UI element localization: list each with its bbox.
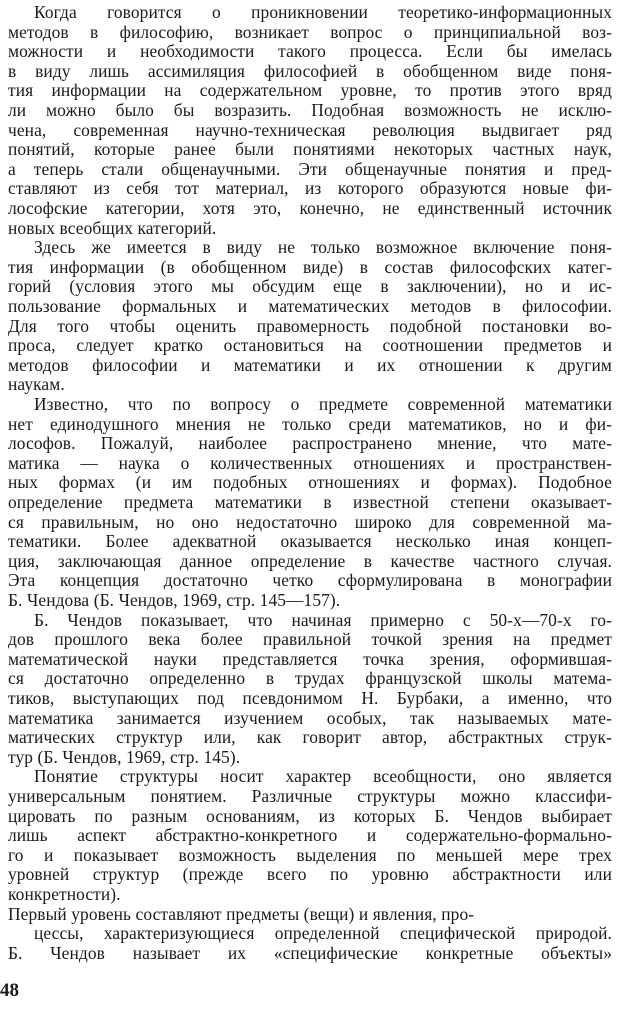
text-line: Б. Чендова (Б. Чендов, 1969, стр. 145—157). xyxy=(8,590,341,610)
text-line: го и показывает возможность выделения по меньшей мере трех xyxy=(8,844,612,865)
text-line: ставляют из себя тот материал, из которого образуются новые фи- xyxy=(8,178,612,199)
text-line: Когда говорится о проникновении теоретико-информационных xyxy=(34,2,612,22)
text-line: тематики. Более адекватной оказывается несколько иная концеп- xyxy=(8,531,612,552)
text-line: Известно, что по вопросу о предмете современной математики xyxy=(34,394,612,414)
text-line: ных формах (и им подобных отношениях и формах). Подобное xyxy=(8,472,612,493)
text-line: матика — наука о количественных отношениях и пространствен- xyxy=(8,452,612,473)
text-line: Б. Чендов называет их «специфические конкретные объекты» xyxy=(8,942,612,963)
text-line: математика занимается изучением особых, так называемых мате- xyxy=(8,707,612,728)
text-line: наукам. xyxy=(8,374,65,395)
text-line: тур (Б. Чендов, 1969, стр. 145). xyxy=(8,746,241,767)
text-line: Эта концепция достаточно четко сформулирована в монографии xyxy=(8,570,612,591)
text-line: тия информации (в обобщенном виде) в состав философских катег- xyxy=(8,256,612,277)
text-line: конкретности). xyxy=(8,884,121,904)
text-line: дов прошлого века более правильной точкой зрения на предмет xyxy=(8,629,612,650)
text-line: Б. Чендов показывает, что начиная примерно с 50-х—70-х го- xyxy=(34,609,612,630)
text-line: матических структур или, как говорит автор, абстрактных струк- xyxy=(8,727,612,748)
text-line: лософские категории, хотя это, конечно, не единственный источник xyxy=(8,198,612,218)
text-line: понятий, которые ранее были понятиями некоторых частных наук, xyxy=(8,139,612,160)
page-number: 48 xyxy=(0,980,19,1001)
text-line: а теперь стали общенаучными. Эти общенаучные понятия и пред- xyxy=(8,158,612,179)
text-line: ся достаточно определенно в трудах французской школы матема- xyxy=(8,668,612,689)
text-line: уровней структур (прежде всего по уровню абстрактности или xyxy=(8,864,612,885)
text-line: универсальным понятием. Различные структуры можно классифи- xyxy=(8,786,612,806)
text-line: методов в философию, возникает вопрос о принципиальной воз- xyxy=(8,21,612,42)
text-line: ция, заключающая данное определение в качестве частного случая. xyxy=(8,550,612,571)
text-line: методов философии и математики и их отношении к другим xyxy=(8,354,612,375)
text-line: горий (условия этого мы обсудим еще в заключении), но и ис- xyxy=(8,276,612,297)
text-line: в виду лишь ассимиляция философией в обобщенном виде поня- xyxy=(8,60,612,81)
text-line: лишь аспект абстрактно-конкретного и содержательно-формально- xyxy=(8,825,612,846)
text-line: Понятие структуры носит характер всеобщности, оно является xyxy=(34,766,612,787)
text-line: проса, следует кратко остановиться на соотношении предметов и xyxy=(8,335,612,356)
text-line: пользование формальных и математических методов в философии. xyxy=(8,296,612,316)
text-line: чена, современная научно-техническая революция выдвигает ряд xyxy=(8,119,612,140)
text-line: Здесь же имеется в виду не только возможное включение поня- xyxy=(34,237,612,258)
text-line: цессы, характеризующиеся определенной специфической природой. xyxy=(34,923,612,944)
text-line: лософов. Пожалуй, наиболее распространено мнение, что мате- xyxy=(8,433,612,454)
text-line: математической науки представляется точка зрения, оформившая- xyxy=(8,648,612,669)
text-line: тия информации на содержательном уровне, то против этого вряд xyxy=(8,80,612,101)
text-line: определение предмета математики в известной степени оказывает- xyxy=(8,492,612,512)
text-line: тиков, выступающих под псевдонимом Н. Бурбаки, а именно, что xyxy=(8,688,612,708)
text-line: Первый уровень составляют предметы (вещи) и явления, про- xyxy=(8,903,475,924)
text-line: цировать по разным основаниям, из которых Б. Чендов выбирает xyxy=(8,805,612,826)
text-line: можности и необходимости такого процесса. Если бы имелась xyxy=(8,41,612,62)
text-line: ли можно было бы возразить. Подобная возможность не исклю- xyxy=(8,100,612,120)
text-line: Для того чтобы оценить правомерность подобной постановки во- xyxy=(8,315,612,336)
text-line: ся правильным, но оно недостаточно широко для современной ма- xyxy=(8,511,612,532)
text-line: новых всеобщих категорий. xyxy=(8,217,217,238)
text-line: нет единодушного мнения не только среди математиков, но и фи- xyxy=(8,413,612,434)
